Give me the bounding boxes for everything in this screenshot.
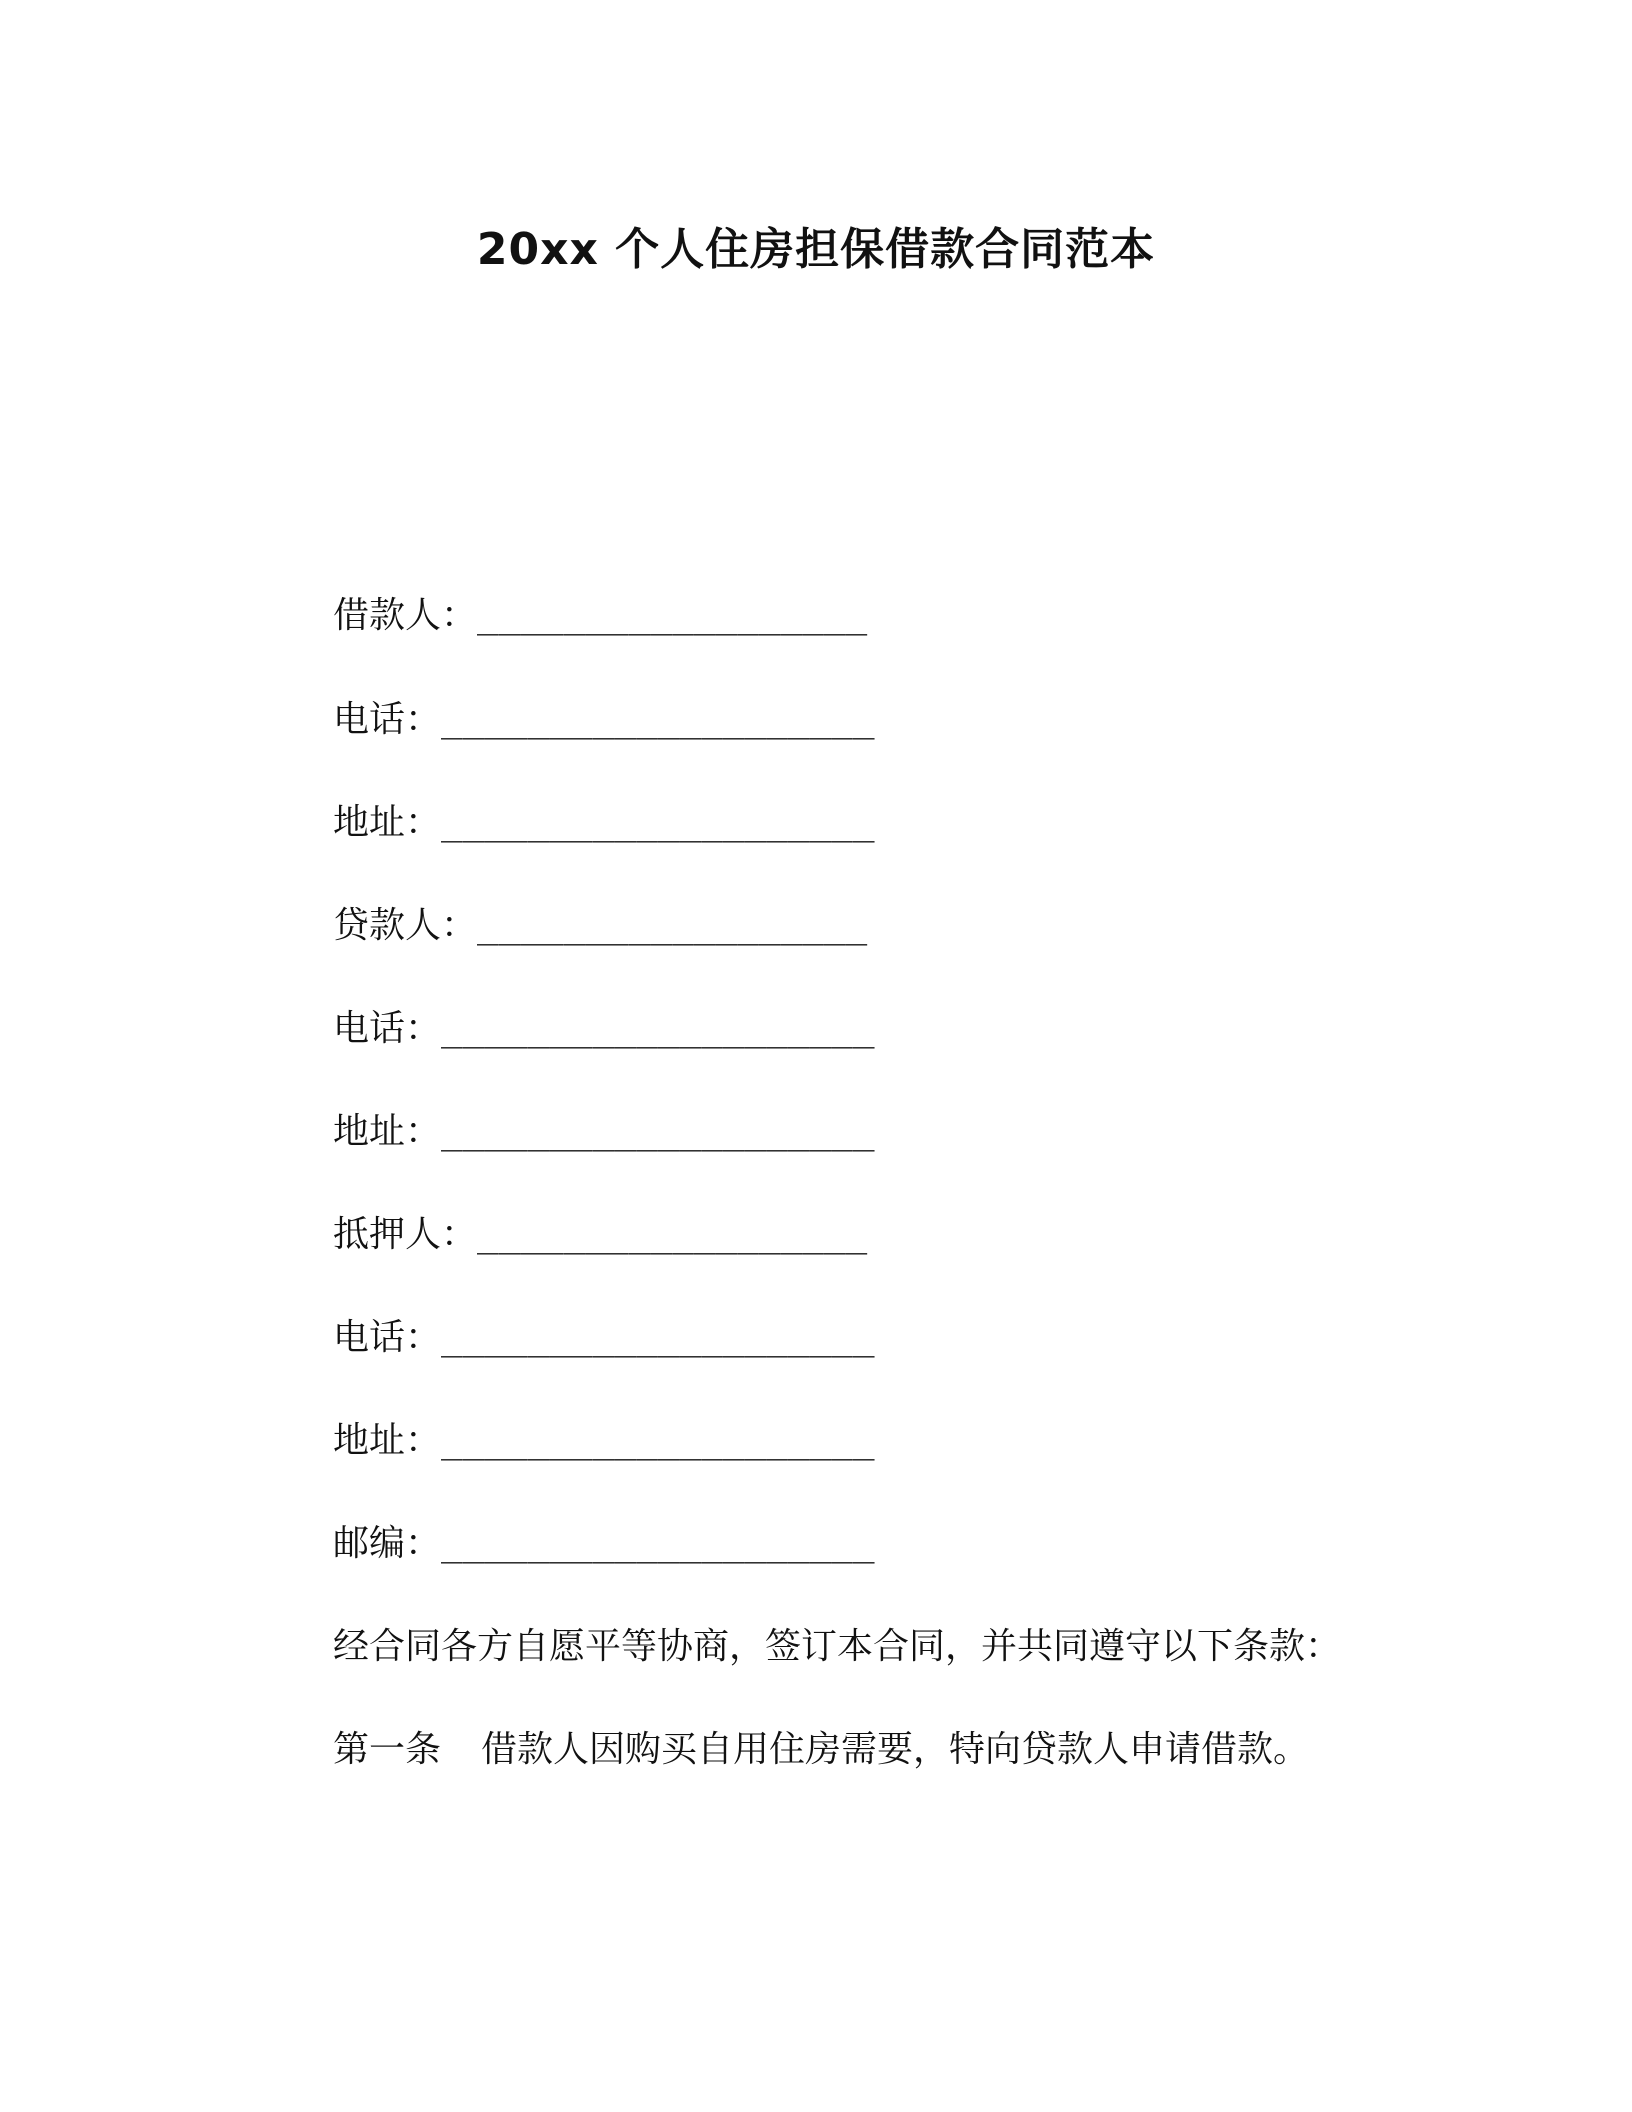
field-label: 邮编： [333, 1523, 442, 1564]
field-mortgagor [333, 1211, 867, 1259]
field-label: 电话： [333, 1317, 442, 1358]
field-blank: ____________________ [441, 802, 875, 843]
field-label: 电话： [333, 699, 442, 740]
field-blank: ____________________ [441, 699, 875, 740]
field-borrower-address [333, 799, 875, 847]
field-postcode [333, 1520, 875, 1568]
intro-paragraph: 经合同各方自愿平等协商，签订本合同，并共同遵守以下条款： [333, 1626, 1342, 1667]
clause-1 [333, 1726, 1309, 1774]
field-blank: __________________ [477, 905, 868, 946]
field-label: 抵押人： [333, 1214, 478, 1255]
field-blank: ____________________ [441, 1008, 875, 1049]
clause-number: 第一条 [333, 1729, 442, 1770]
clause-text: 借款人因购买自用住房需要，特向贷款人申请借款。 [481, 1729, 1310, 1770]
field-borrower [333, 592, 867, 640]
field-blank: ____________________ [441, 1317, 875, 1358]
field-label: 地址： [333, 1111, 442, 1152]
field-label: 借款人： [333, 595, 478, 636]
field-mortgagor-address [333, 1417, 875, 1465]
field-blank: __________________ [477, 1214, 868, 1255]
field-lender-phone [333, 1005, 875, 1053]
field-label: 贷款人： [333, 905, 478, 946]
field-label: 地址： [333, 1420, 442, 1461]
field-label: 电话： [333, 1008, 442, 1049]
field-lender [333, 902, 867, 950]
field-borrower-phone [333, 696, 875, 744]
document-title: 20xx 个人住房担保借款合同范本 [476, 224, 1156, 275]
field-blank: ____________________ [441, 1111, 875, 1152]
field-mortgagor-phone [333, 1314, 875, 1362]
field-label: 地址： [333, 802, 442, 843]
field-lender-address [333, 1108, 875, 1156]
field-blank: __________________ [477, 595, 868, 636]
field-blank: ____________________ [441, 1420, 875, 1461]
field-blank: ____________________ [441, 1523, 875, 1564]
